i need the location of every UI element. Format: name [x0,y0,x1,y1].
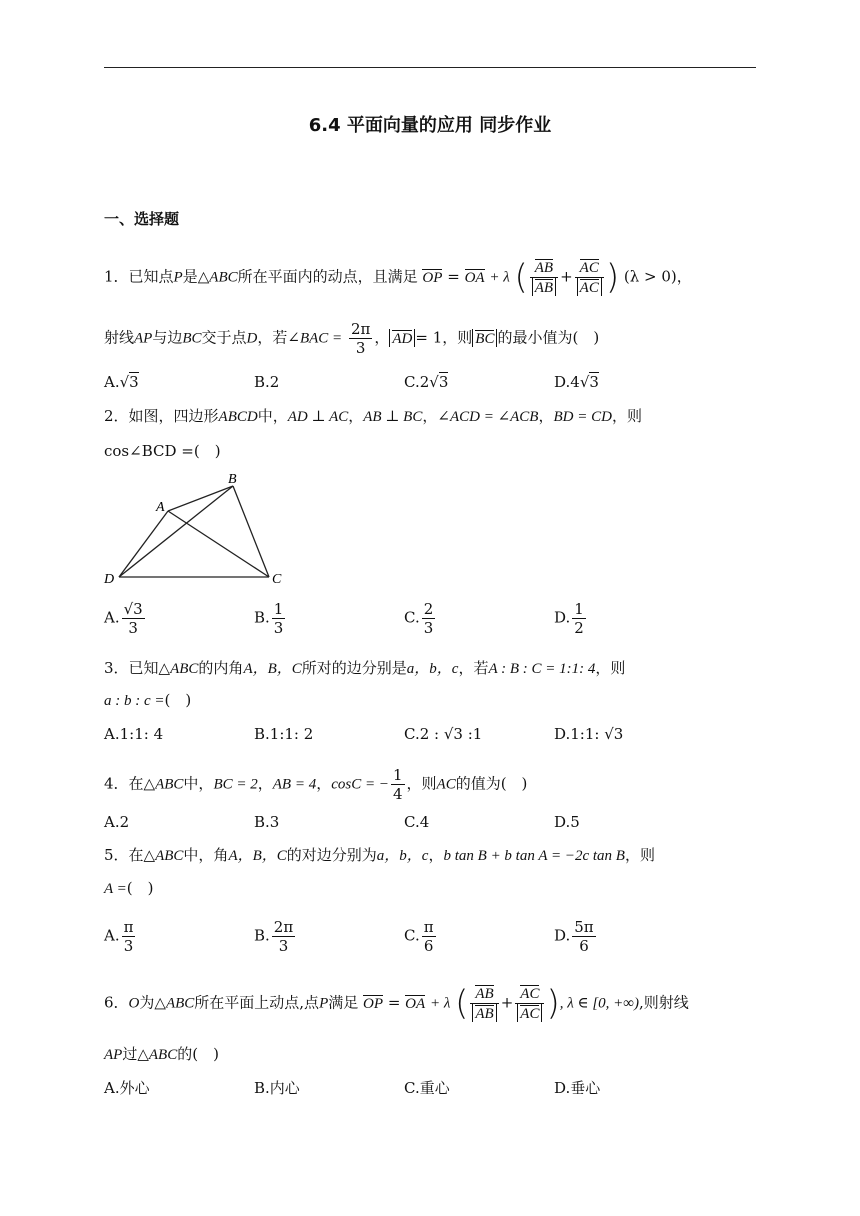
q1-line2: 射线AP与边BC交于点D，若∠BAC = $\frac{2\pi}{3}$ ， AD = 1，则 BC 的最小值为( ) [104,320,600,357]
q4-option-c[interactable]: C.4 [404,813,430,831]
q5-option-a[interactable]: A. $\frac{\pi}{3}$ [104,918,134,955]
q5-option-b[interactable]: B. $\frac{2\pi}{3}$ [254,918,294,955]
q5-option-d[interactable]: D. $\frac{5\pi}{6}$ [554,918,594,955]
q2-option-b[interactable]: B. $\frac{1}{3}$ [254,600,284,637]
q5-option-c[interactable]: C. $\frac{\pi}{6}$ [404,918,434,955]
q4-option-d[interactable]: D.5 [554,813,580,831]
q3-option-a[interactable]: A.1:1: 4 [104,725,164,743]
page-title: 6.4 平面向量的应用 同步作业 [308,115,552,136]
q1-line1: 1．已知点P是△ABC所在平面内的动点，且满足 OP = OA + λ ( $\frac{AB}{AB}$ + $\frac{AC}{AC}$ ) (λ > 0)， [104,257,692,298]
q3-option-d[interactable]: D.1:1: √3 [554,725,624,743]
q4-option-b[interactable]: B.3 [254,813,280,831]
q6-option-c[interactable]: C.重心 [404,1079,450,1097]
q3-line1: 3．已知△ABC的内角A，B，C所对的边分别是a，b，c，若A : B : C = 1:1: 4，则 [104,659,626,677]
q6-line1: 6．O为△ABC所在平面上动点,点P满足 OP = OA + λ ( $\frac{AB}{AB}$ + $\frac{AC}{AC}$ ), λ ∈ [0, +∞),则射线 [104,983,689,1024]
vertex-label-c: C [272,572,282,587]
q6-line2: AP过△ABC的( ) [104,1045,219,1063]
q2-line2: cos∠BCD =( ) [104,442,221,460]
q3-option-c[interactable]: C.2 : √3 :1 [404,725,483,743]
q6-option-a[interactable]: A.外心 [104,1079,150,1097]
quadrilateral-figure [100,466,300,590]
q6-option-b[interactable]: B.内心 [254,1079,300,1097]
q2-option-a[interactable]: A. $\frac{√3}{3}$ [104,600,143,637]
q5-line1: 5．在△ABC中，角A，B，C的对边分别为a，b，c，b tan B + b tan A = −2c tan B，则 [104,846,655,864]
q6-option-d[interactable]: D.垂心 [554,1079,601,1097]
section-heading: 一、选择题 [104,210,180,228]
q1-option-c[interactable]: C.2√3 [404,373,449,391]
header-rule [104,67,756,68]
q5-line2: A =( ) [104,879,154,897]
vertex-label-a: A [156,500,165,515]
q2-option-d[interactable]: D. $\frac{1}{2}$ [554,600,584,637]
vertex-label-b: B [228,472,237,487]
q3-option-b[interactable]: B.1:1: 2 [254,725,314,743]
q1-option-d[interactable]: D.4√3 [554,373,599,391]
q4-option-a[interactable]: A.2 [104,813,130,831]
q4-line: 4．在△ABC中，BC = 2，AB = 4，cosC = − $\frac{1}{4}$ ，则AC的值为( ) [104,766,528,803]
q1-option-b[interactable]: B.2 [254,373,280,391]
q1-option-a[interactable]: A.√3 [104,373,139,391]
q3-line2: a : b : c =( ) [104,691,192,709]
q2-line1: 2．如图，四边形ABCD中，AD ⊥ AC，AB ⊥ BC，∠ACD = ∠ACB，BD = CD，则 [104,407,642,425]
q2-option-c[interactable]: C. $\frac{2}{3}$ [404,600,434,637]
vertex-label-d: D [104,572,115,587]
